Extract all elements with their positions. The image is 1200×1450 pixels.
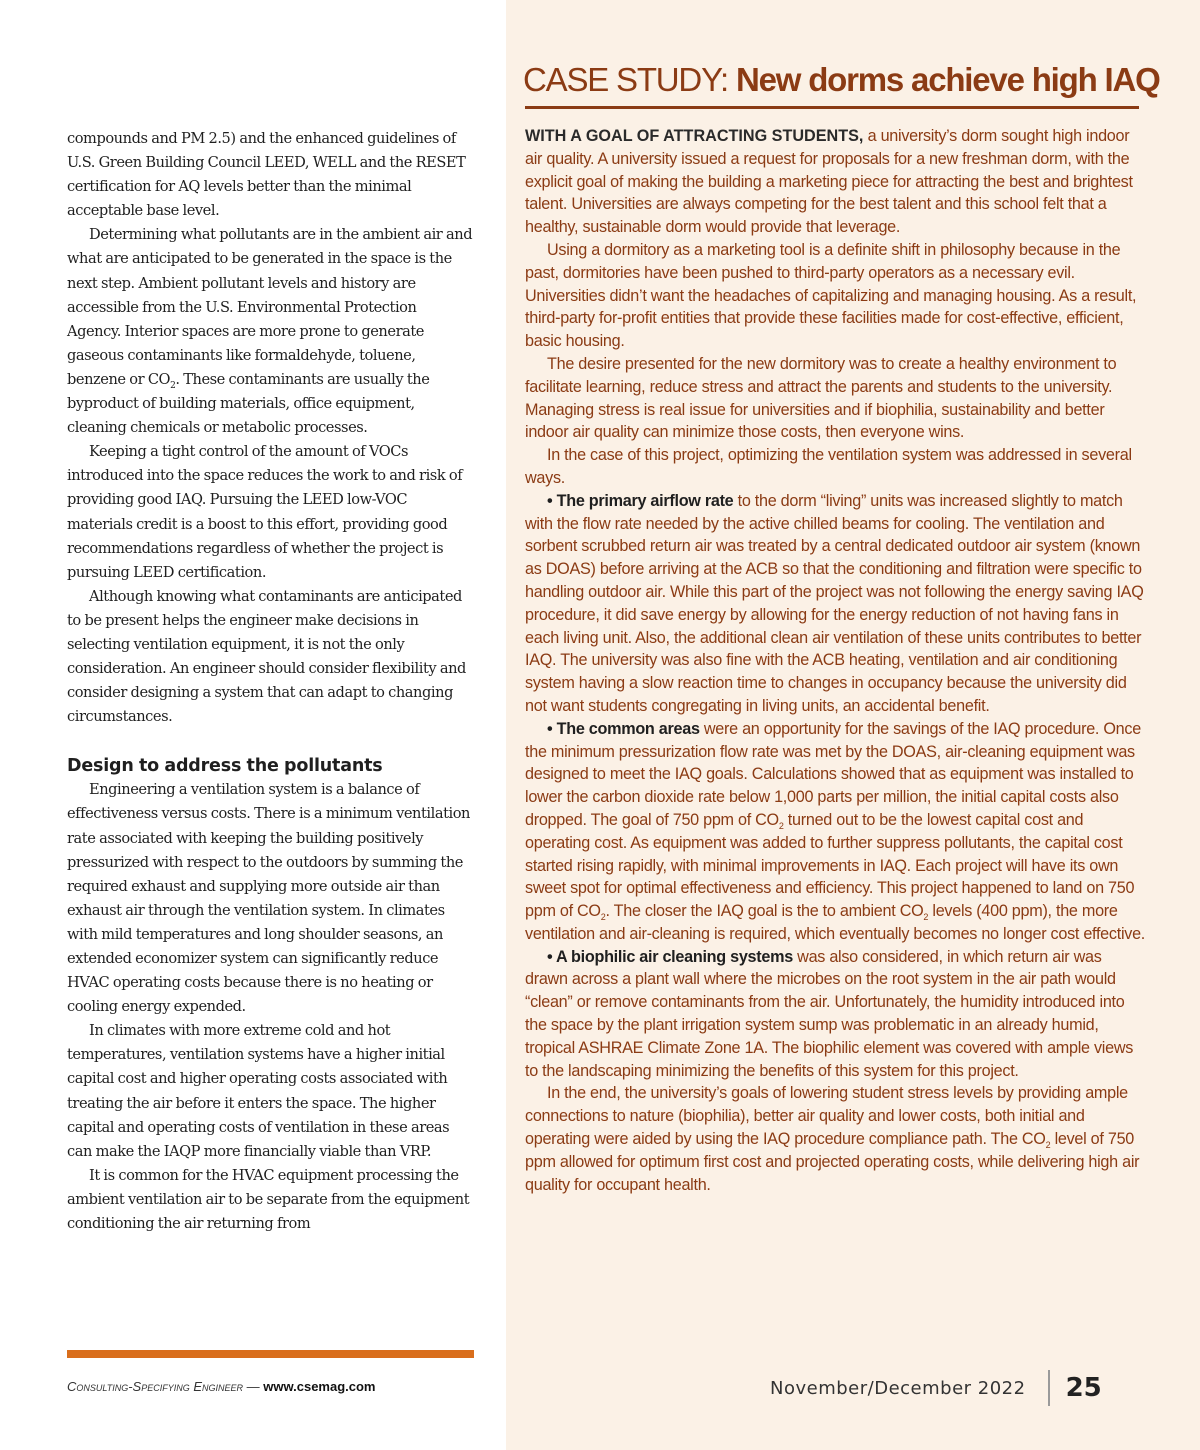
- page-number: 25: [1065, 1373, 1102, 1403]
- case-study-label: CASE STUDY:: [523, 61, 729, 98]
- issue-date: November/December 2022: [770, 1377, 1026, 1399]
- bullet-paragraph: • The common areas were an opportunity for the savings of the IAQ procedure. Once the minimum pressurization flow rate was met by the DOAS, air-cleaning equipment was designed to meet the IAQ goals. Calculations showed that as equipment was installed to lower the carbon dioxide rate below 1,000 parts per million, the initial capital costs also dropped. The goal of 750 ppm of $CO_2$ turned out to be the lowest capital cost and operating cost. As equipment was added to further suppress pollutants, the capital cost started rising rapidly, with minimal improvements in IAQ. Each project will have its own sweet spot for optimal effectiveness and efficiency. This project happened to land on 750 ppm of $CO_2$. The closer the IAQ goal is the to ambient $CO_2$ levels (400 ppm), the more ventilation and air-cleaning is required, which eventually becomes no longer cost effective.: [525, 719, 1146, 943]
- bullet-label: • The primary airflow rate: [547, 491, 734, 510]
- case-study-headline: New dorms achieve high IAQ: [736, 61, 1160, 98]
- paragraph: Although knowing what contaminants are anticipated to be present helps the engineer make decisions in selecting ventilation equipment, it is not the only consideration. An engineer should consider flexibility and consider designing a system that can adapt to changing circumstances.: [67, 587, 466, 726]
- bullet-paragraph: • The primary airflow rate to the dorm “living” units was increased slightly to match with the flow rate needed by the active chilled beams for cooling. The ventilation and sorbent scrubbed return air was treated by a central dedicated outdoor air system (known as DOAS) before arriving at the ACB so that the conditioning and filtration were specific to handling outdoor air. While this part of the project was not following the energy saving IAQ procedure, it did save energy by allowing for the energy reduction of not having fans in each living unit. Also, the additional clean air ventilation of these units contributes to better IAQ. The university was also fine with the ACB heating, ventilation and air conditioning system having a slow reaction time to changes in occupancy because the university did not want students congregating in living units, an accidental benefit.: [525, 491, 1144, 715]
- footer-issue-info: [770, 1371, 1102, 1405]
- bullet-label: • A biophilic air cleaning systems: [547, 947, 793, 966]
- paragraph: In the end, the university’s goals of lowering student stress levels by providing ample connections to nature (biophilia), better air quality and lower costs, both initial and operating were aided by using the IAQ procedure compliance path. The $CO_2$ level of 750 ppm allowed for optimum first cost and projected operating costs, while delivering high air quality for occupant health.: [525, 1084, 1140, 1194]
- paragraph: Determining what pollutants are in the ambient air and what are anticipated to be generated in the space is the next step. Ambient pollutant levels and history are accessible from the U.S. Environmental Protection Agency. Interior spaces are more prone to generate gaseous contaminants like formaldehyde, toluene, benzene or $CO_2$. These contaminants are usually the byproduct of building materials, office equipment, cleaning chemicals or metabolic processes.: [67, 226, 473, 437]
- paragraph: In climates with more extreme cold and hot temperatures, ventilation systems have a higher initial capital cost and higher operating costs associated with treating the air before it enters the space. The higher capital and operating costs of ventilation in these areas can make the IAQP more financially viable than VRP.: [67, 1022, 450, 1160]
- case-study-body: [525, 125, 1147, 1196]
- paragraph: Keeping a tight control of the amount of VOCs introduced into the space reduces the work to and risk of providing good IAQ. Pursuing the LEED low-VOC materials credit is a boost to this effort, providing good recommendations regardless of whether the project is pursuing LEED certification.: [67, 443, 463, 581]
- paragraph: The desire presented for the new dormitory was to create a healthy environment to facilitate learning, reduce stress and attract the parents and students to the university. Managing stress is real issue for universities and if biophilia, sustainability and better indoor air quality can minimize those costs, then everyone wins.: [525, 354, 1117, 442]
- footer-divider: [1048, 1370, 1050, 1406]
- paragraph: compounds and PM 2.5) and the enhanced guidelines of U.S. Green Building Council LEED, WELL and the RESET certification for AQ levels better than the minimal acceptable base level.: [67, 130, 466, 220]
- footer-publication: [67, 1379, 376, 1394]
- footer-accent-rule: [67, 1350, 474, 1358]
- paragraph: In the case of this project, optimizing the ventilation system was addressed in several ways.: [525, 446, 1132, 487]
- website-link[interactable]: www.csemag.com: [263, 1379, 376, 1394]
- paragraph: WITH A GOAL OF ATTRACTING STUDENTS, a university’s dorm sought high indoor air quality. A university issued a request for proposals for a new freshman dorm, with the explicit goal of making the building a marketing piece for attracting the best and brightest talent. Universities are always competing for the best talent and this school felt that a healthy, sustainable dorm would provide that leverage.: [525, 127, 1133, 237]
- bullet-label: • The common areas: [547, 719, 700, 738]
- case-study-title: [523, 58, 1160, 102]
- section-heading: Design to address the pollutants: [67, 756, 383, 777]
- main-article-column: [67, 127, 474, 1236]
- case-study-title-rule: [525, 106, 1139, 109]
- lead-in: WITH A GOAL OF ATTRACTING STUDENTS,: [525, 127, 864, 145]
- publication-name: Consulting-Specifying Engineer —: [67, 1379, 260, 1394]
- paragraph: It is common for the HVAC equipment processing the ambient ventilation air to be separate from the equipment conditioning the air returning from: [67, 1166, 470, 1233]
- paragraph: Engineering a ventilation system is a balance of effectiveness versus costs. There is a minimum ventilation rate associated with keeping the building positively pressurized with respect to the outdoors by summing the required exhaust and supplying more outside air than exhaust air through the ventilation system. In climates with mild temperatures and long shoulder seasons, an extended economizer system can significantly reduce HVAC operating costs because there is no heating or cooling energy expended.: [67, 781, 471, 1016]
- paragraph: Using a dormitory as a marketing tool is a definite shift in philosophy because in the past, dormitories have been pushed to third-party operators as a necessary evil. Universities didn’t want the headaches of capitalizing and managing housing. As a result, third-party for-profit entities that provide these facilities made for cost-effective, efficient, basic housing.: [525, 240, 1137, 351]
- bullet-paragraph: • A biophilic air cleaning systems was also considered, in which return air was drawn across a plant wall where the microbes on the root system in the air path would “clean” or remove contaminants from the air. Unfortunately, the humidity introduced into the space by the plant irrigation system sump was problematic in an already humid, tropical ASHRAE Climate Zone 1A. The biophilic element was covered with ample views to the landscaping minimizing the benefits of this system for this project.: [525, 947, 1134, 1080]
